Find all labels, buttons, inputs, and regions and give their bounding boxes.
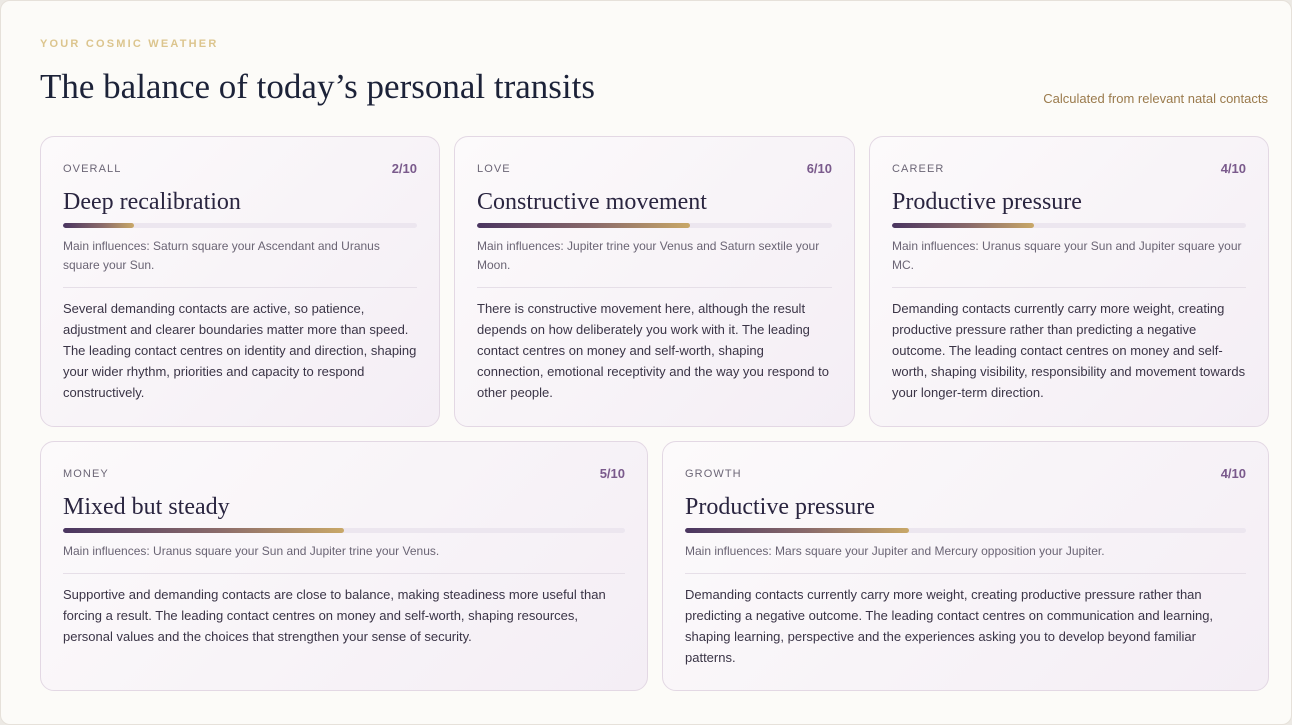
score-bar-fill <box>63 528 344 533</box>
card-influences: Main influences: Uranus square your Sun and Jupiter square your MC. <box>892 237 1246 288</box>
card-score: 6/10 <box>806 161 832 176</box>
card-description: There is constructive movement here, although the result depends on how deliberately you work with it. The leading contact centres on money and self-worth, shaping connection, emotional receptivity and the way you respond to other people. <box>477 301 829 400</box>
card-heading: Mixed but steady <box>63 494 230 520</box>
transit-card-overall <box>40 136 440 427</box>
transit-card-money <box>40 441 648 691</box>
card-label: MONEY <box>63 468 109 480</box>
score-bar-fill <box>63 223 134 228</box>
card-heading: Productive pressure <box>892 189 1082 215</box>
score-bar-fill <box>685 528 909 533</box>
score-bar-fill <box>892 223 1034 228</box>
score-bar <box>892 223 1246 228</box>
card-score: 4/10 <box>1220 466 1246 481</box>
score-bar-fill <box>477 223 690 228</box>
card-score: 2/10 <box>391 161 417 176</box>
score-bar <box>63 528 625 533</box>
card-influences: Main influences: Uranus square your Sun and Jupiter trine your Venus. <box>63 542 625 574</box>
transit-card-growth <box>662 441 1269 691</box>
score-bar <box>477 223 832 228</box>
card-label: CAREER <box>892 163 945 175</box>
card-influences: Main influences: Mars square your Jupiter and Mercury opposition your Jupiter. <box>685 542 1246 574</box>
card-heading: Constructive movement <box>477 189 707 215</box>
card-label: LOVE <box>477 163 511 175</box>
card-influences: Main influences: Saturn square your Ascendant and Uranus square your Sun. <box>63 237 417 288</box>
card-description: Demanding contacts currently carry more weight, creating productive pressure rather than predicting a negative outcome. The leading contact centres on communication and learning, shaping learning, perspective and the experiences asking you to develop beyond familiar patterns. <box>685 587 1214 665</box>
card-label: OVERALL <box>63 163 122 175</box>
transit-card-career <box>869 136 1269 427</box>
score-bar <box>685 528 1246 533</box>
card-heading: Productive pressure <box>685 494 875 520</box>
card-description: Supportive and demanding contacts are close to balance, making steadiness more useful than forcing a result. The leading contact centres on money and self-worth, shaping resources, personal values and the choices that strengthen your sense of security. <box>63 587 606 644</box>
card-label: GROWTH <box>685 468 742 480</box>
transit-card-love <box>454 136 855 427</box>
card-description: Several demanding contacts are active, so patience, adjustment and clearer boundaries matter more than speed. The leading contact centres on identity and direction, shaping your wider rhythm, priorities and capacity to respond constructively. <box>63 301 417 400</box>
page-title: The balance of today’s personal transits <box>40 67 595 106</box>
calculation-note: Calculated from relevant natal contacts <box>1043 91 1268 106</box>
card-influences: Main influences: Jupiter trine your Venus and Saturn sextile your Moon. <box>477 237 832 288</box>
card-score: 4/10 <box>1220 161 1246 176</box>
card-score: 5/10 <box>599 466 625 481</box>
card-description: Demanding contacts currently carry more weight, creating productive pressure rather than predicting a negative outcome. The leading contact centres on money and self-worth, shaping visibility, responsibility and movement towards your longer-term direction. <box>892 301 1246 400</box>
score-bar <box>63 223 417 228</box>
section-eyebrow: YOUR COSMIC WEATHER <box>40 38 219 50</box>
card-heading: Deep recalibration <box>63 189 241 215</box>
